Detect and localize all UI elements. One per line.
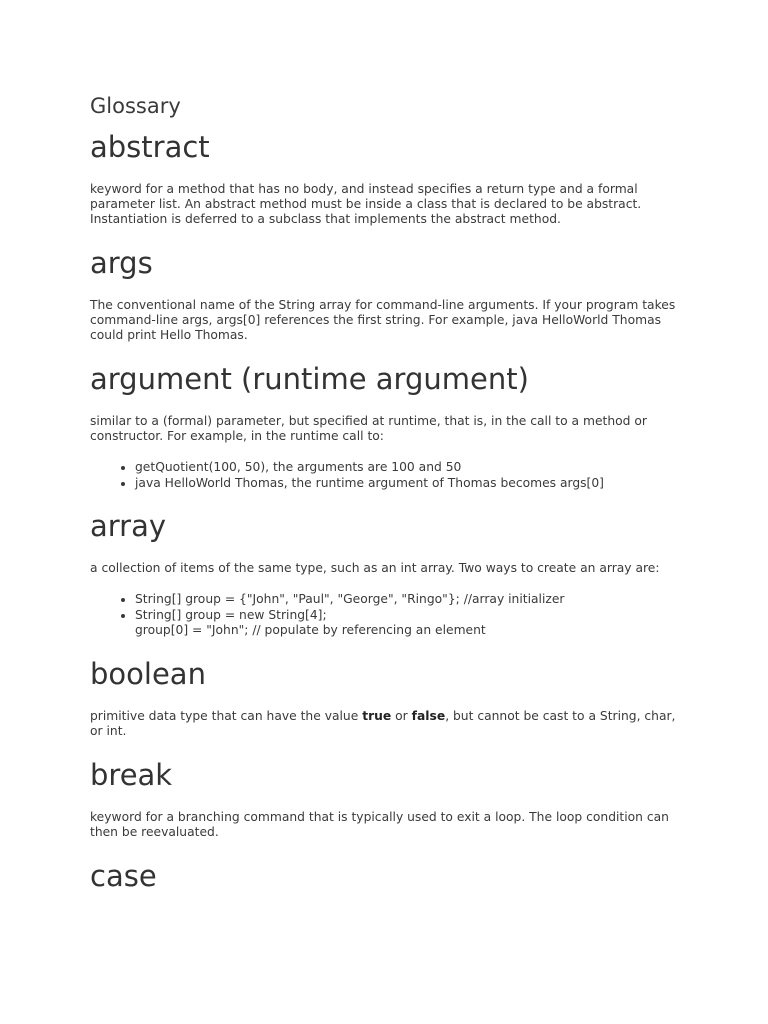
examples-array [90,592,690,639]
definition-argument: similar to a (formal) parameter, but specified at runtime, that is, in the call to a method or constructor. For example, in the runtime call to: [90,414,647,443]
definition-text: or [391,708,412,723]
definition-text: , but cannot be cast to a String, char, or int. [90,708,676,738]
list-item: • getQuotient(100, 50), the arguments are 100 and 50 [135,460,690,476]
term-abstract: abstract [90,130,210,164]
bold-false: false [411,708,446,723]
term-boolean: boolean [90,656,206,691]
list-item: • java HelloWorld Thomas, the runtime argument of Thomas becomes args[0] [135,476,690,492]
definition-boolean [90,709,690,739]
term-case: case [90,858,157,893]
list-item: • String[] group = {"John", "Paul", "George", "Ringo"}; //array initializer [135,592,690,608]
definition-break: keyword for a branching command that is typically used to exit a loop. The loop condition can then be reevaluated. [90,809,669,839]
page-title: Glossary [90,94,181,118]
bold-true: true [362,708,392,723]
list-item [135,608,690,639]
term-args: args [90,246,153,280]
examples-argument [90,460,690,491]
term-array: array [90,509,167,543]
definition-args: The conventional name of the String array for command-line arguments. If your program takes command-line args, args[0] references the first string. For example, java HelloWorld Thomas could print Hello Thomas. [90,298,676,342]
glossary-page [90,92,690,911]
term-argument: argument (runtime argument) [90,362,529,396]
definition-abstract: keyword for a method that has no body, and instead specifies a return type and a formal parameter list. An abstract method must be inside a class that is declared to be abstract. Instantiation is deferred to a subclass that implements the abstract method. [90,182,642,226]
example-continuation: group[0] = "John"; // populate by referencing an element [135,623,486,637]
definition-text: primitive data type that can have the value [90,708,363,723]
example-line: • String[] group = new String[4]; [135,607,327,622]
definition-array: a collection of items of the same type, such as an int array. Two ways to create an array are: [90,561,660,575]
term-break: break [90,757,173,792]
